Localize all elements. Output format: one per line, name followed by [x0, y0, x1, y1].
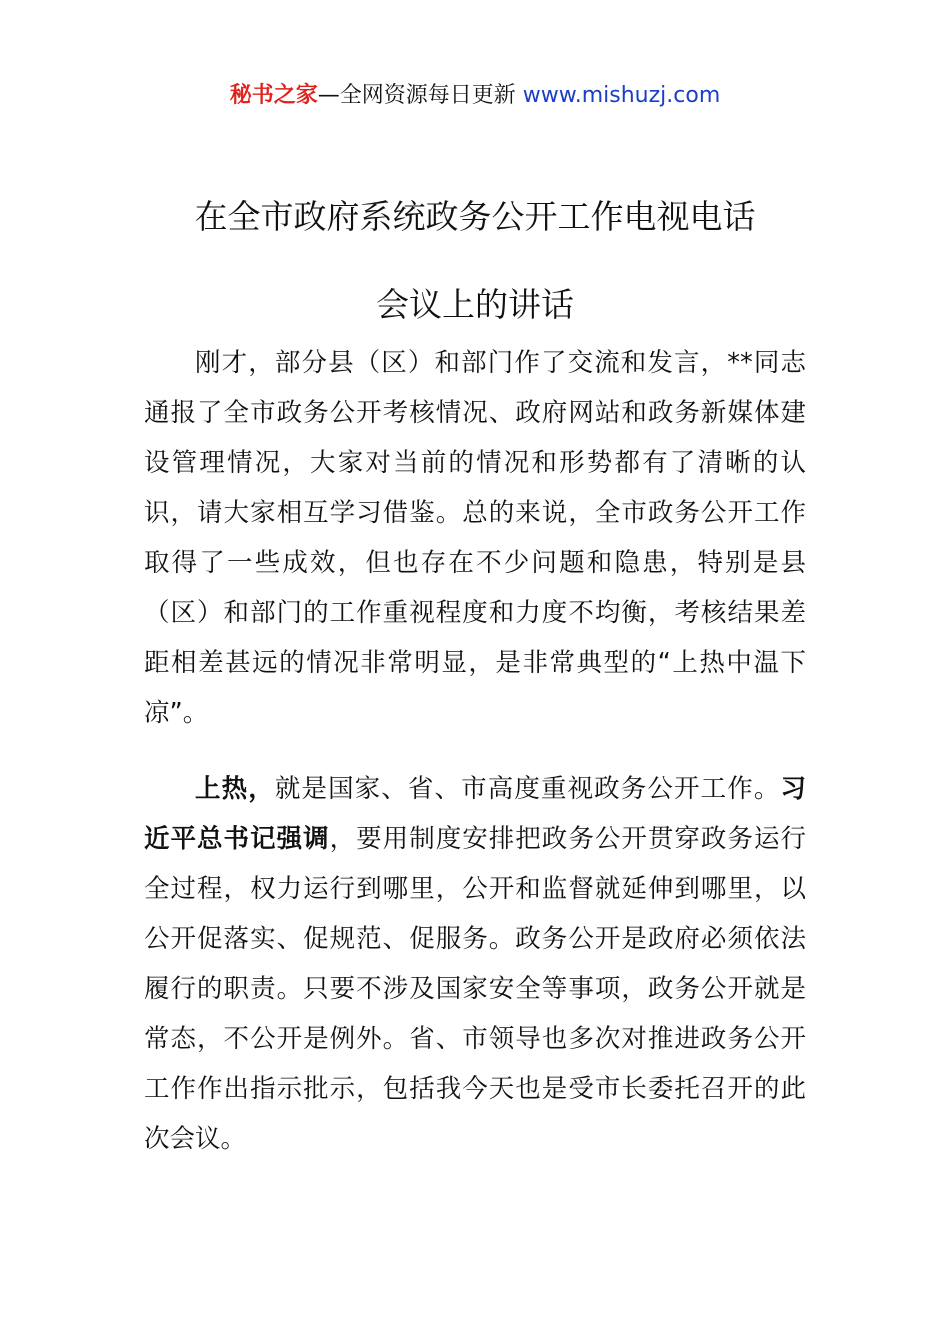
paragraph-2-part-1: 就是国家、省、市高度重视政务公开工作。	[274, 774, 781, 804]
paragraph-2-part-2: ，要用制度安排把政务公开贯穿政务运行全过程，权力运行到哪里，公开和监督就延伸到哪里，以公开促落实、促规范、促服务。政务公开是政府必须依法履行的职责。只要不涉及国家安全等事项，政务公开就是常态，不公开是例外。省、市领导也多次对推进政务公开工作作出指示批示，包括我今天也是受市长委托召开的此次会议。	[144, 824, 806, 1154]
document-body	[144, 338, 806, 1164]
paragraph-1: 刚才，部分县（区）和部门作了交流和发言，**同志通报了全市政务公开考核情况、政府网站和政务新媒体建设管理情况，大家对当前的情况和形势都有了清晰的认识，请大家相互学习借鉴。总的来说，全市政务公开工作取得了一些成效，但也存在不少问题和隐患，特别是县（区）和部门的工作重视程度和力度不均衡，考核结果差距相差甚远的情况非常明显，是非常典型的“上热中温下凉”。	[144, 348, 806, 728]
site-url-link[interactable]: www.mishuzj.com	[522, 83, 721, 108]
site-header	[0, 80, 950, 112]
paragraph-2	[144, 764, 806, 1164]
paragraph-2-emphasis: 习近平总书记强调	[144, 774, 806, 854]
header-slogan: —全网资源每日更新	[317, 83, 516, 108]
paragraph-2-lead: 上热，	[195, 774, 275, 804]
brand-name: 秘书之家	[229, 83, 318, 108]
title-line-2: 会议上的讲话	[376, 285, 574, 324]
title-line-1: 在全市政府系统政务公开工作电视电话	[194, 197, 756, 236]
